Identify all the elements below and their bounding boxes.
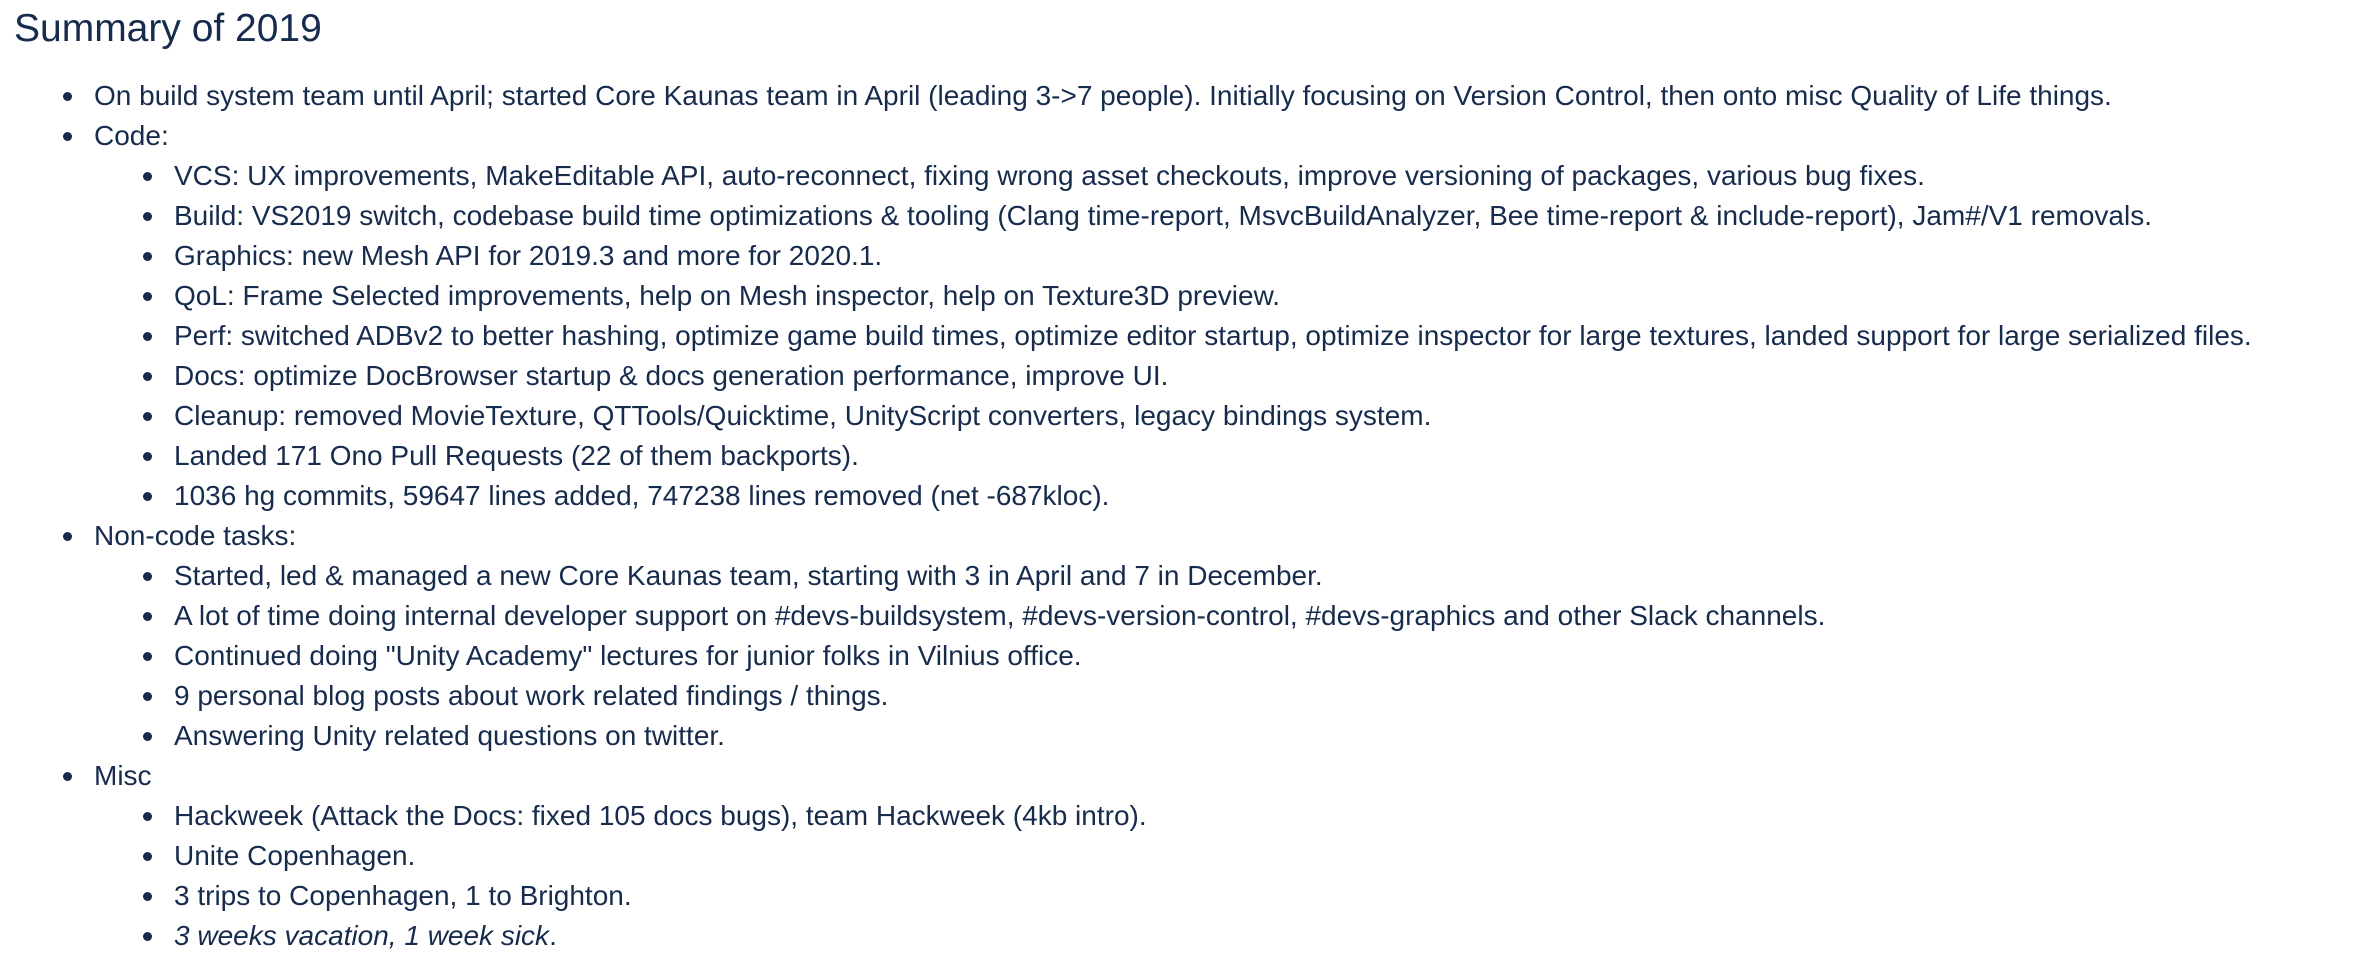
misc-sublist [94,796,2372,956]
page-title: Summary of 2019 [14,7,322,50]
list-item: 9 personal blog posts about work related findings / things. [174,676,2372,716]
list-item: Started, led & managed a new Core Kaunas team, starting with 3 in April and 7 in December. [174,556,2372,596]
list-item: Landed 171 Ono Pull Requests (22 of them backports). [174,436,2372,476]
list-item: Graphics: new Mesh API for 2019.3 and more for 2020.1. [174,236,2372,276]
section-label-misc: Misc [94,760,152,791]
list-item: Perf: switched ADBv2 to better hashing, optimize game build times, optimize editor startup, optimize inspector for large textures, landed support for large serialized files. [174,316,2372,356]
list-item: 1036 hg commits, 59647 lines added, 747238 lines removed (net -687kloc). [174,476,2372,516]
list-item: 3 trips to Copenhagen, 1 to Brighton. [174,876,2372,916]
list-item: Unite Copenhagen. [174,836,2372,876]
list-item-intro: On build system team until April; started Core Kaunas team in April (leading 3->7 people). Initially focusing on Version Control, then onto misc Quality of Life things. [94,76,2372,116]
list-item-noncode [94,516,2372,756]
noncode-sublist [94,556,2372,756]
list-item: QoL: Frame Selected improvements, help on Mesh inspector, help on Texture3D preview. [174,276,2372,316]
list-item: Build: VS2019 switch, codebase build time optimizations & tooling (Clang time-report, MsvcBuildAnalyzer, Bee time-report & include-report), Jam#/V1 removals. [174,196,2372,236]
list-item-misc [94,756,2372,956]
list-item: Cleanup: removed MovieTexture, QTTools/Quicktime, UnityScript converters, legacy bindings system. [174,396,2372,436]
section-label-code: Code: [94,120,169,151]
summary-list [14,76,2372,956]
vacation-suffix: . [549,920,557,951]
vacation-text: 3 weeks vacation, 1 week sick [174,920,550,951]
list-item: Docs: optimize DocBrowser startup & docs generation performance, improve UI. [174,356,2372,396]
section-label-noncode: Non-code tasks: [94,520,297,551]
list-item-code [94,116,2372,516]
code-sublist [94,156,2372,516]
list-item: Answering Unity related questions on twitter. [174,716,2372,756]
list-item: VCS: UX improvements, MakeEditable API, auto-reconnect, fixing wrong asset checkouts, improve versioning of packages, various bug fixes. [174,156,2372,196]
list-item [174,916,2372,956]
list-item: A lot of time doing internal developer support on #devs-buildsystem, #devs-version-control, #devs-graphics and other Slack channels. [174,596,2372,636]
list-item: Continued doing "Unity Academy" lectures for junior folks in Vilnius office. [174,636,2372,676]
list-item: Hackweek (Attack the Docs: fixed 105 docs bugs), team Hackweek (4kb intro). [174,796,2372,836]
